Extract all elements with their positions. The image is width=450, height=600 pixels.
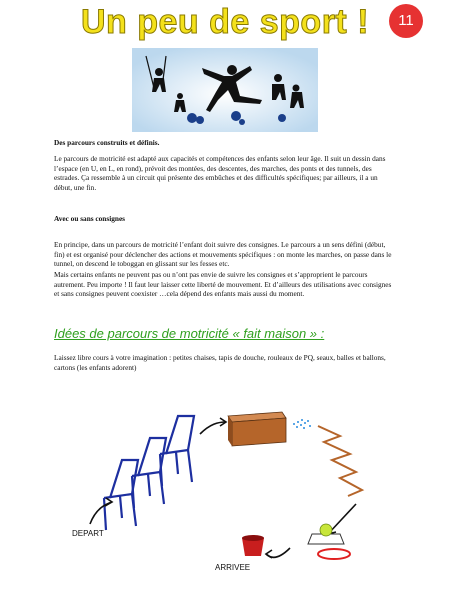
page-title: Un peu de sport ! [80,3,370,41]
consignes-paragraph: En principe, dans un parcours de motricité l’enfant doit suivre des consignes. Le parcours a un sens défini (début, fin) et est organisé pour déclencher des actions et mouvements spécifiques : on monte les marches, on passe dans le tunnel, on descend le toboggan en glissant sur les fesses etc. [54,240,392,269]
cardboard-box-icon [228,412,286,446]
start-arrow-icon [90,502,112,524]
intro-paragraph: Le parcours de motricité est adapté aux capacités et compétences des enfants selon leur âge. Il suit un dessin dans l’espace (en U, en L, en rond), prévoit des montées, des descentes, des marches, des ponts et des tunnels, des estrades. Ça ressemble à un circuit qui présente des embûches et des difficultés spécifiques; par ailleurs, il a un début, une fin. [54,154,386,192]
shower-mat-icon [293,419,311,429]
bucket-icon [242,535,264,556]
chairs-row [104,416,194,530]
depart-label: DEPART [72,529,104,538]
arrivee-label: ARRIVEE [215,563,251,572]
ideas-heading: Idées de parcours de motricité « fait maison » : [54,326,325,341]
chair-icon [160,416,194,486]
sport-silhouettes-illustration [132,48,318,132]
ball-icon [308,524,344,544]
hoop-icon [318,549,350,559]
consignes-heading: Avec ou sans consignes [54,214,126,223]
toilet-roll-zigzag [318,426,362,496]
consignes-paragraph-2: Mais certains enfants ne peuvent pas ou n’ont pas envie de suivre les consignes et s’approprient le parcours autrement. Peu importe ! Il faut leur laisser cette liberté de mouvement. Et d’ailleurs des utilisations avec consignes et sans consignes peuvent coexister …cela dépend des enfants mais aussi du moment. [54,270,392,299]
intro-heading: Des parcours construits et définis. [54,138,160,147]
page-number-badge: 11 [389,4,423,38]
ideas-paragraph: Laissez libre cours à votre imagination : petites chaises, tapis de douche, rouleaux de PQ, seaux, balles et ballons, cartons (les enfants adorent) [54,353,386,372]
